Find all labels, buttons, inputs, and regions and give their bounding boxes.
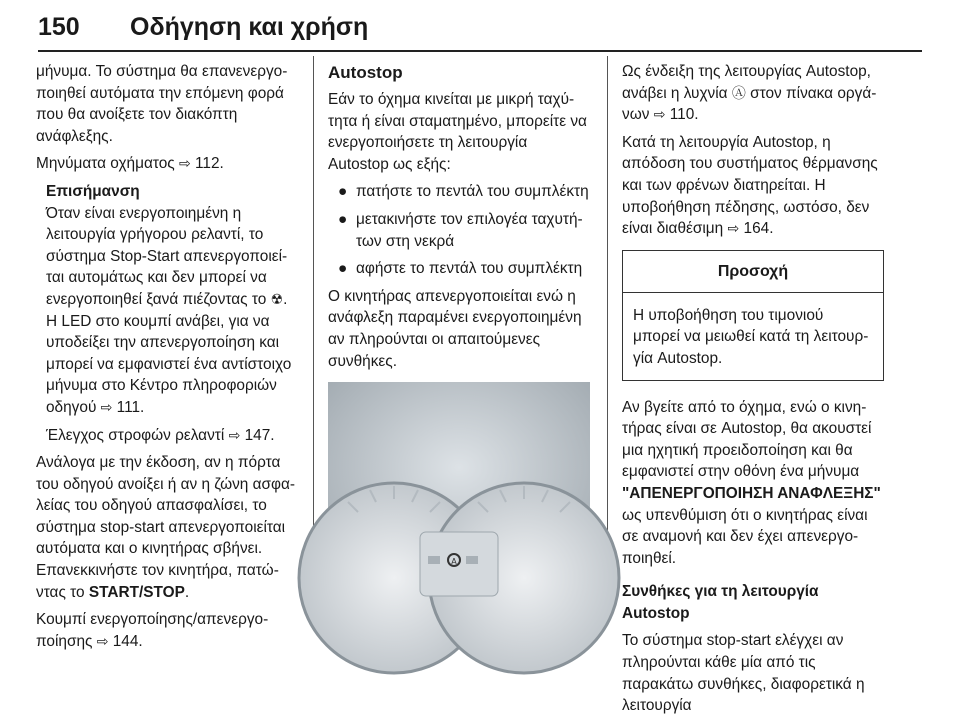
warning-box: [622, 250, 884, 381]
bullet-icon: ●: [338, 210, 348, 228]
page-reference[interactable]: 164.: [743, 220, 774, 238]
paragraph: Το σύστημα stop-start ελέγχει αν πληρούνται κάθε μία από τις παρακάτω συνθήκες, διαφορετικά η λειτουργία: [622, 632, 865, 715]
page-reference[interactable]: 111.: [116, 398, 145, 416]
column-3: [622, 61, 884, 723]
paragraph-text: στον πίνακα οργάνων: [622, 84, 877, 124]
page-reference[interactable]: 147.: [244, 426, 275, 444]
svg-text:A: A: [451, 557, 457, 567]
note-text-b: . Η LED στο κουμπί ανάβει, για να υποδείξει την απενεργοποίηση και μπορεί να εμφανιστεί ένα αντίστοιχο μήνυμα στο Κέντρο πληροφοριών οδηγού: [46, 290, 292, 416]
paragraph-text: Ως ένδειξη της λειτουργίας Autostop, ανάβει η λυχνία: [622, 63, 871, 102]
paragraph-end: .: [184, 583, 190, 601]
instrument-cluster-illustration: [328, 382, 590, 596]
ref-arrow-icon: ⇨: [653, 106, 666, 123]
paragraph-text: Ανάλογα με την έκδοση, αν η πόρτα του οδηγού ανοίξει ή αν η ζώνη ασφαλείας του οδηγού απασφαλίσει, το σύστημα stop-start απενεργοποιείται αυτόματα και ο κινητήρας σβήνει. Επανεκκινήστε τον κινητήρα, πατώντας το: [36, 454, 296, 601]
paragraph-text: Κατά τη λειτουργία Autostop, η απόδοση του συστήματος θέρμανσης και των φρένων διατηρείται. Η υποβοήθηση πέδησης, ωστόσο, δεν είναι διαθέσιμη: [622, 133, 878, 238]
note-block: [36, 181, 300, 446]
list-item-text: μετακινήστε τον επιλογέα ταχυτήτων στη νεκρά: [356, 210, 583, 250]
column-divider-2: [607, 56, 608, 612]
autostop-lamp-icon: Ⓐ: [731, 84, 746, 101]
paragraph: [622, 61, 884, 126]
list-item-text: πατήστε το πεντάλ του συμπλέκτη: [356, 183, 589, 201]
page-reference[interactable]: 110.: [669, 106, 699, 124]
bullet-icon: ●: [338, 260, 348, 278]
page-number: 150: [38, 13, 80, 41]
list-item: [328, 209, 590, 252]
list-item-text: αφήστε το πεντάλ του συμπλέκτη: [356, 260, 583, 278]
paragraph: μήνυμα. Το σύστημα θα επανενεργοποιηθεί αυτόματα την επόμενη φορά που θα ανοίξετε τον διακόπτη ανάφλεξης.: [36, 63, 288, 145]
paragraph-text: ως υπενθύμιση ότι ο κινητήρας είναι σε αναμονή και δεν έχει απενεργοποιηθεί.: [622, 506, 868, 567]
bullet-list: [328, 181, 590, 279]
warning-title: Προσοχή: [623, 251, 883, 293]
page-reference[interactable]: 112.: [194, 155, 224, 173]
stop-start-button-icon: ☢: [270, 290, 284, 307]
paragraph: [36, 452, 300, 603]
paragraph: Εάν το όχημα κινείται με μικρή ταχύτητα ή είναι σταματημένο, μπορείτε να ενεργοποιήσετε τη λειτουργία Autostop ως εξής:: [328, 91, 587, 173]
list-item: [328, 258, 590, 280]
paragraph: [622, 132, 884, 240]
warning-text: Η υποβοήθηση του τιμονιού μπορεί να μειωθεί κατά τη λειτουργία Autostop.: [633, 306, 869, 367]
section-heading: Autostop: [328, 63, 403, 82]
page-reference[interactable]: 144.: [112, 632, 143, 650]
paragraph: [36, 609, 300, 652]
column-1: [36, 61, 300, 658]
start-stop-label: START/STOP: [88, 583, 185, 601]
note-title: Επισήμανση: [46, 182, 140, 200]
paragraph: [36, 153, 300, 175]
chapter-title: Οδήγηση και χρήση: [130, 13, 369, 41]
column-2: [328, 61, 590, 596]
paragraph-text: Μηνύματα οχήματος: [36, 155, 175, 173]
note-reference: [46, 425, 300, 447]
paragraph-text: Αν βγείτε από το όχημα, ενώ ο κινητήρας είναι σε Autostop, θα ακουστεί μια ηχητική προειδοποίηση και θα εμφανιστεί στην οθόνη ένα μήνυμα: [622, 398, 872, 481]
page-header: [38, 8, 922, 52]
bullet-icon: ●: [338, 183, 348, 201]
paragraph-text: Κουμπί ενεργοποίησης/απενεργοποίησης: [36, 611, 269, 650]
note-text: [46, 203, 300, 419]
ref-arrow-icon: ⇨: [96, 632, 109, 649]
ref-arrow-icon: ⇨: [178, 155, 191, 172]
subsection-heading: Συνθήκες για τη λειτουργία Autostop: [622, 583, 819, 622]
paragraph: [622, 397, 884, 570]
note-reference-text: Έλεγχος στροφών ρελαντί: [46, 426, 225, 444]
note-text-a: Όταν είναι ενεργοποιημένη η λειτουργία γρήγορου ρελαντί, το σύστημα Stop-Start απενεργοποιείται αυτομάτως και δεν μπορεί να ενεργοποιηθεί ξανά πιέζοντας το: [46, 204, 288, 308]
list-item: [328, 181, 590, 203]
paragraph: Ο κινητήρας απενεργοποιείται ενώ η ανάφλεξη παραμένει ενεργοποιημένη αν πληρούνται οι απαιτούμενες συνθήκες.: [328, 287, 582, 370]
ref-arrow-icon: ⇨: [228, 426, 241, 443]
header-rule: [38, 50, 922, 52]
ref-arrow-icon: ⇨: [100, 398, 113, 415]
instrument-cluster-photo: [328, 382, 590, 596]
ignition-off-message: "ΑΠΕΝΕΡΓΟΠΟΙΗΣΗ ΑΝΑΦΛΕΞΗΣ": [622, 484, 881, 502]
ref-arrow-icon: ⇨: [727, 220, 740, 237]
